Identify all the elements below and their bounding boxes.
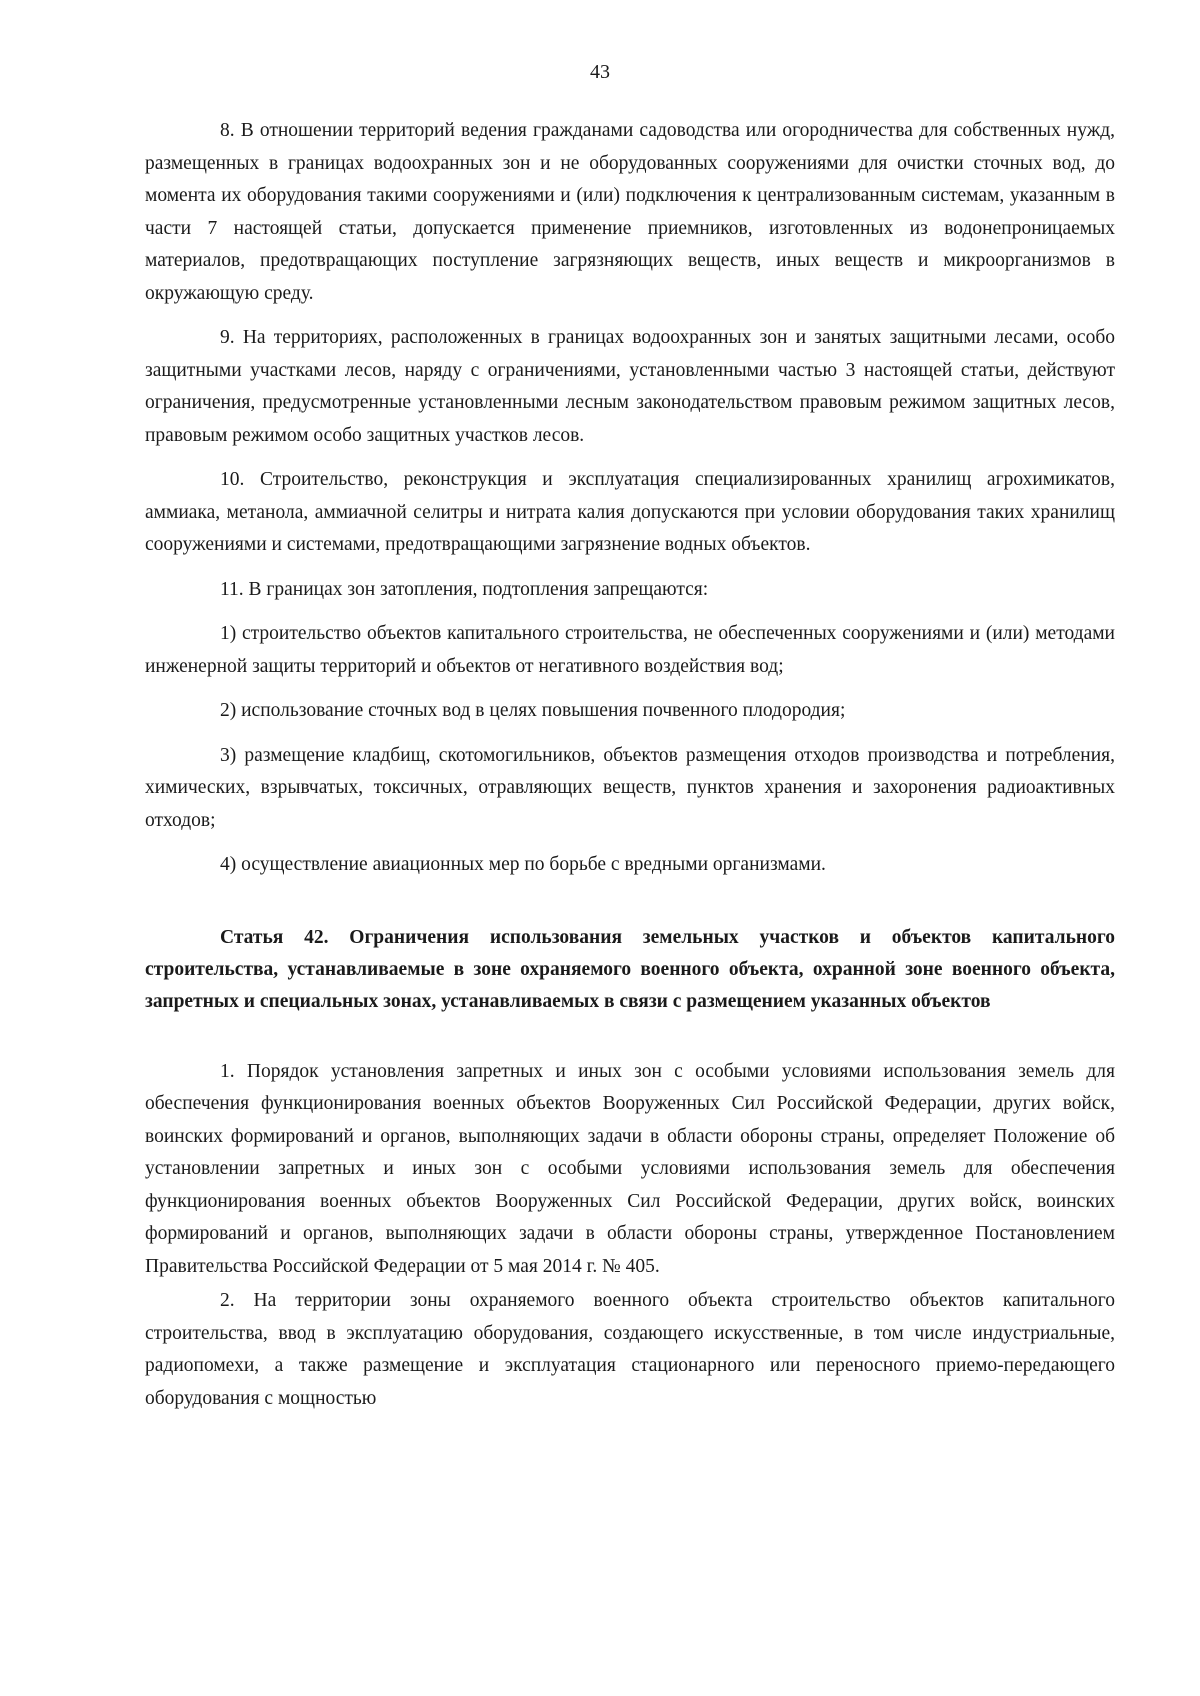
list-item-4: 4) осуществление авиационных мер по борьбе с вредными организмами. <box>220 854 826 875</box>
article-heading: Статья 42. Ограничения использования земельных участков и объектов капитального строительства, устанавливаемые в зоне охраняемого военного объекта, охранной зоне военного объекта, запретных и специальных зонах, устанавливаемых в связи с размещением указанных объектов <box>145 926 1115 1012</box>
article-paragraph-2: 2. На территории зоны охраняемого военного объекта строительство объектов капитального строительства, ввод в эксплуатацию оборудования, создающего искусственные, в том числе индустриальные, радиопомехи, а также размещение и эксплуатация стационарного или переносного приемо-передающего оборудования с мощностью <box>145 1290 1115 1409</box>
paragraph-10: 10. Строительство, реконструкция и эксплуатация специализированных хранилищ агрохимикатов, аммиака, метанола, аммиачной селитры и нитрата калия допускаются при условии оборудования таких хранилищ сооружениями и системами, предотвращающими загрязнение водных объектов. <box>145 469 1115 555</box>
article-paragraph-1: 1. Порядок установления запретных и иных зон с особыми условиями использования земель для обеспечения функционирования военных объектов Вооруженных Сил Российской Федерации, других войск, воинских формирований и органов, выполняющих задачи в области обороны страны, определяет Положение об установлении запретных и иных зон с особыми условиями использования земель для обеспечения функционирования военных объектов Вооруженных Сил Российской Федерации, других войск, воинских формирований и органов, выполняющих задачи в области обороны страны, утвержденное Постановлением Правительства Российской Федерации от 5 мая 2014 г. № 405. <box>145 1060 1115 1277</box>
paragraph-8: 8. В отношении территорий ведения гражданами садоводства или огородничества для собственных нужд, размещенных в границах водоохранных зон и не оборудованных сооружениями для очистки сточных вод, до момента их оборудования такими сооружениями и (или) подключения к централизованным системам, указанным в части 7 настоящей статьи, допускается применение приемников, изготовленных из водонепроницаемых материалов, предотвращающих поступление загрязняющих веществ, иных веществ и микроорганизмов в окружающую среду. <box>145 120 1115 304</box>
list-item-3: 3) размещение кладбищ, скотомогильников, объектов размещения отходов производства и потребления, химических, взрывчатых, токсичных, отравляющих веществ, пунктов хранения и захоронения радиоактивных отходов; <box>145 744 1115 831</box>
page-number: 43 <box>590 61 610 83</box>
document-body <box>145 115 1115 1415</box>
paragraph-11: 11. В границах зон затопления, подтопления запрещаются: <box>220 578 709 600</box>
paragraph-9: 9. На территориях, расположенных в границах водоохранных зон и занятых защитными лесами, особо защитными участками лесов, наряду с ограничениями, установленными частью 3 настоящей статьи, действуют ограничения, предусмотренные установленными лесным законодательством правовым режимом защитных лесов, правовым режимом особо защитных участков лесов. <box>145 327 1115 446</box>
list-item-2: 2) использование сточных вод в целях повышения почвенного плодородия; <box>220 700 846 721</box>
list-item-1: 1) строительство объектов капитального строительства, не обеспеченных сооружениями и (или) методами инженерной защиты территорий и объектов от негативного воздействия вод; <box>145 623 1115 677</box>
